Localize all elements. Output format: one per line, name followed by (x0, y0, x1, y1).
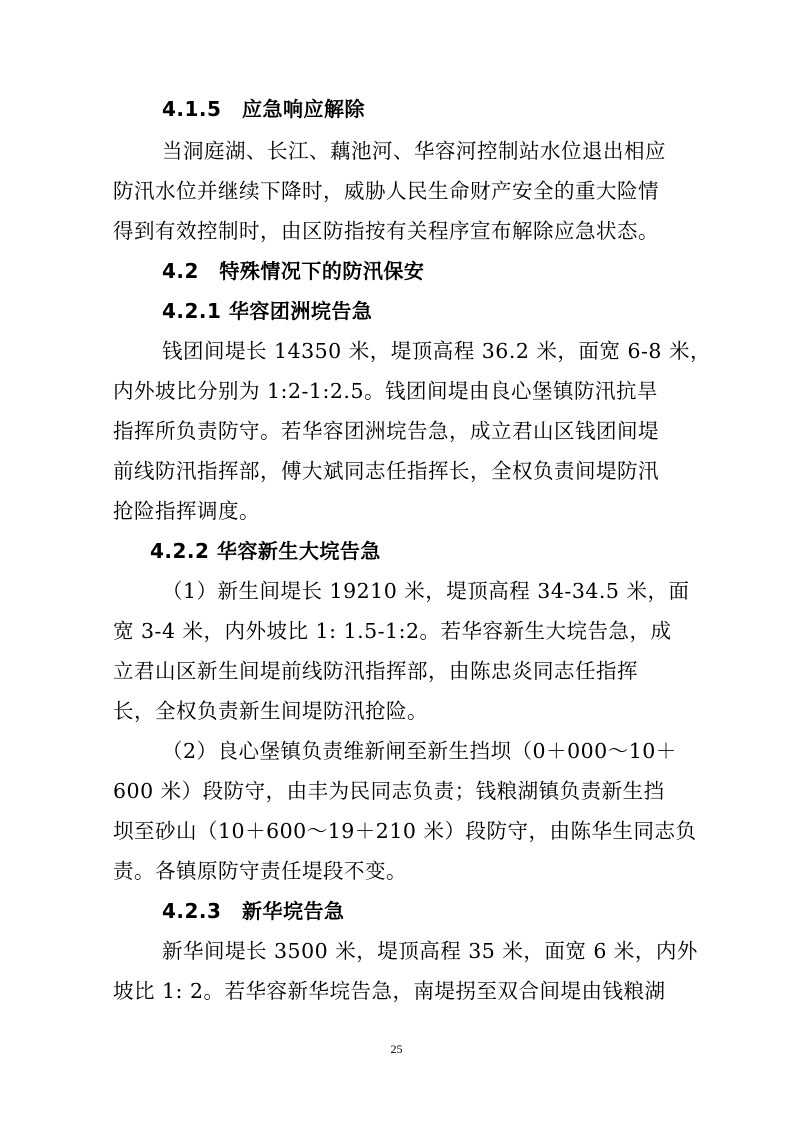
paragraph-line: 新华间堤长 3500 米，堤顶高程 35 米，面宽 6 米，内外 (162, 939, 698, 963)
paragraph-line: 得到有效控制时，由区防指按有关程序宣布解除应急状态。 (113, 219, 659, 243)
paragraph-line: 抢险指挥调度。 (113, 499, 260, 523)
section-heading-4-1-5: 4.1.5 应急响应解除 (162, 97, 365, 121)
paragraph-line: 长，全权负责新生间堤防汛抢险。 (113, 699, 428, 723)
page-number: 25 (390, 1042, 403, 1056)
paragraph-line: 责。各镇原防守责任堤段不变。 (113, 859, 407, 883)
paragraph-line: 前线防汛指挥部，傅大斌同志任指挥长，全权负责间堤防汛 (113, 459, 659, 483)
paragraph-line: 坡比 1: 2。若华容新华垸告急，南堤拐至双合间堤由钱粮湖 (113, 979, 666, 1003)
paragraph-line: 内外坡比分别为 1:2-1:2.5。钱团间堤由良心堡镇防汛抗旱 (113, 379, 658, 403)
paragraph-line: 防汛水位并继续下降时，威胁人民生命财产安全的重大险情 (113, 179, 659, 203)
paragraph-line: 立君山区新生间堤前线防汛指挥部，由陈忠炎同志任指挥 (113, 659, 638, 683)
paragraph-line: 当洞庭湖、长江、藕池河、华容河控制站水位退出相应 (162, 139, 666, 163)
section-heading-4-2-1: 4.2.1 华容团洲垸告急 (162, 299, 373, 323)
section-heading-4-2-3: 4.2.3 新华垸告急 (162, 899, 345, 923)
section-heading-4-2: 4.2 特殊情况下的防汛保安 (162, 259, 425, 283)
paragraph-line: 坝至砂山（10＋600～19＋210 米）段防守，由陈华生同志负 (113, 819, 697, 843)
paragraph-line: 指挥所负责防守。若华容团洲垸告急，成立君山区钱团间堤 (113, 419, 659, 443)
paragraph-line: （2）良心堡镇负责维新闸至新生挡坝（0＋000～10＋ (162, 739, 677, 763)
section-heading-4-2-2: 4.2.2 华容新生大垸告急 (150, 539, 381, 563)
paragraph-line: 宽 3-4 米，内外坡比 1: 1.5-1:2。若华容新生大垸告急，成 (113, 619, 672, 643)
paragraph-line: 钱团间堤长 14350 米，堤顶高程 36.2 米，面宽 6-8 米， (162, 339, 711, 363)
paragraph-line: 600 米）段防守，由丰为民同志负责；钱粮湖镇负责新生挡 (113, 779, 665, 803)
paragraph-line: （1）新生间堤长 19210 米，堤顶高程 34-34.5 米，面 (162, 579, 690, 603)
